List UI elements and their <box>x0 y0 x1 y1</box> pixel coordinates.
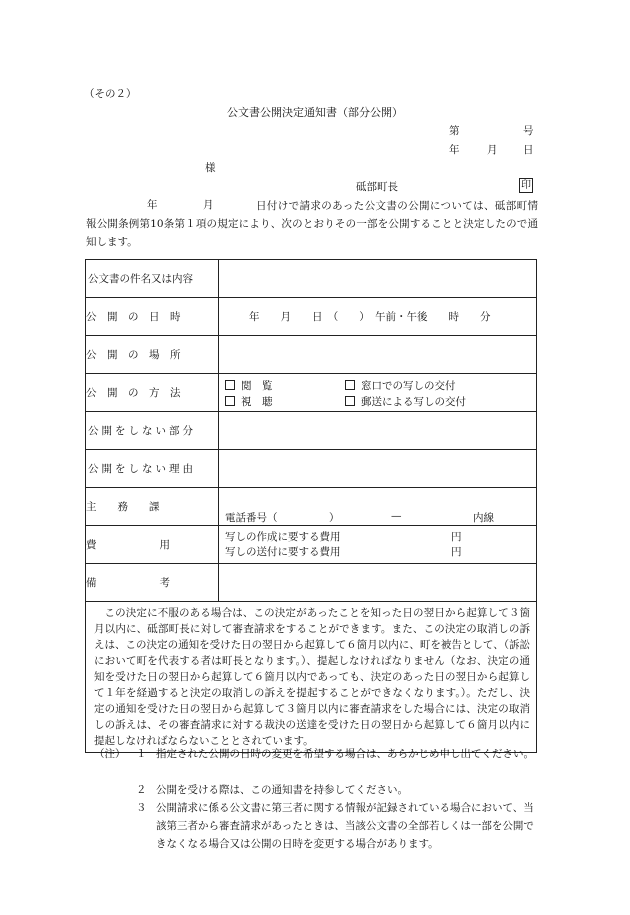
note-2-number: ２ <box>136 784 147 796</box>
phone-close: ） <box>329 512 340 524</box>
label-remarks: 備 考 <box>86 564 219 602</box>
label-department: 主 務 課 <box>86 488 219 526</box>
value-nonpublic-part[interactable] <box>219 412 537 450</box>
checkbox-icon[interactable] <box>345 380 355 390</box>
option-listen[interactable]: 視 聴 <box>225 394 273 409</box>
fee-mail-yen: 円 <box>451 546 462 558</box>
fee-mail-label: 写しの送付に要する費用 <box>225 546 341 558</box>
row-nonpublic-reason <box>86 450 537 488</box>
issuer-name: 砥部町長 <box>356 181 398 193</box>
row-subject <box>86 260 537 298</box>
phone-dash: — <box>391 510 402 522</box>
value-remarks[interactable] <box>219 564 537 602</box>
label-nonpublic-part: 公開をしない部分 <box>86 412 219 450</box>
notes-label: （注） <box>94 748 126 760</box>
row-nonpublic-part <box>86 412 537 450</box>
doc-no-suffix: 号 <box>523 125 534 137</box>
value-department <box>219 488 537 526</box>
note-1-number: １ <box>136 748 147 760</box>
intro-paragraph: 日付けで請求のあった公文書の公開については、砥部町情報公開条例第10条第１項の規定により、次のとおりその一部を公開することと決定したので通知します。 <box>86 200 538 248</box>
option-counter-copy[interactable]: 窓口での写しの交付 <box>345 378 456 393</box>
value-method <box>219 374 537 412</box>
value-fee <box>219 526 537 564</box>
option-mail-copy[interactable]: 郵送による写しの交付 <box>345 394 466 409</box>
row-place <box>86 336 537 374</box>
extension-label: 内線 <box>473 512 494 524</box>
intro-year: 年 <box>147 199 158 211</box>
row-method <box>86 374 537 412</box>
date-year: 年 <box>449 144 460 156</box>
document-title: 公文書公開決定通知書（部分公開） <box>227 106 403 119</box>
fee-copy-yen: 円 <box>451 531 462 543</box>
note-3-text: 公開請求に係る公文書に第三者に関する情報が記録されている場合において、当該第三者から審査請求があったときは、当該公文書の全部若しくは一部を公開できなくなる場合又は公開の日時を変更する場合があります。 <box>156 802 534 850</box>
note-1-text: 指定された公開の日時の変更を希望する場合は、あらかじめ申し出てください。 <box>156 748 534 760</box>
label-method: 公 開 の 方 法 <box>86 374 219 412</box>
label-datetime: 公 開 の 日 時 <box>86 298 219 336</box>
row-datetime <box>86 298 537 336</box>
checkbox-icon[interactable] <box>225 396 235 406</box>
checkbox-icon[interactable] <box>225 380 235 390</box>
note-2-text: 公開を受ける際は、この通知書を持参してください。 <box>156 784 408 796</box>
date-day: 日 <box>523 144 534 156</box>
fee-copy-label: 写しの作成に要する費用 <box>225 531 341 543</box>
label-nonpublic-reason: 公開をしない理由 <box>86 450 219 488</box>
seal-mark <box>519 178 533 193</box>
row-fee <box>86 526 537 564</box>
option-view[interactable]: 閲 覧 <box>225 378 273 393</box>
value-datetime[interactable]: 年 月 日 （ ） 午前・午後 時 分 <box>219 298 537 336</box>
label-place: 公 開 の 場 所 <box>86 336 219 374</box>
row-notice <box>86 602 537 753</box>
form-number: （その２） <box>84 88 137 100</box>
date-month: 月 <box>487 144 498 156</box>
label-fee: 費 用 <box>86 526 219 564</box>
row-remarks <box>86 564 537 602</box>
value-nonpublic-reason[interactable] <box>219 450 537 488</box>
disclosure-table <box>85 259 537 753</box>
value-place[interactable] <box>219 336 537 374</box>
seal-icon: 印 <box>521 180 531 191</box>
appeal-notice: この決定に不服のある場合は、この決定があったことを知った日の翌日から起算して３箇月以内に、砥部町長に対して審査請求をすることができます。また、この決定の取消しの訴えは、この決定の通知を受けた日の翌日から起算して６箇月以内に、町を被告として、（訴訟において町を代表する者は町長となります。）、提起しなければなりません（なお、決定の通知を受けた日の翌日から起算して６箇月以内であっても、決定のあった日の翌日から起算して１年を経過すると決定の取消しの訴えを提起することができなくなります。）。ただし、決定の通知を受けた日の翌日から起算して３箇月以内に審査請求をした場合には、決定の取消しの訴えは、その審査請求に対する裁決の送達を受けた日の翌日から起算して６箇月以内に提起しなければならないこととされています。 <box>86 602 537 753</box>
value-subject[interactable] <box>219 260 537 298</box>
intro-month: 月 <box>203 199 214 211</box>
checkbox-icon[interactable] <box>345 396 355 406</box>
addressee-suffix: 様 <box>205 162 216 174</box>
label-subject: 公文書の件名又は内容 <box>86 260 219 298</box>
doc-no-prefix: 第 <box>449 125 460 137</box>
phone-label: 電話番号（ <box>225 512 278 524</box>
row-department <box>86 488 537 526</box>
note-3-number: ３ <box>136 802 147 814</box>
